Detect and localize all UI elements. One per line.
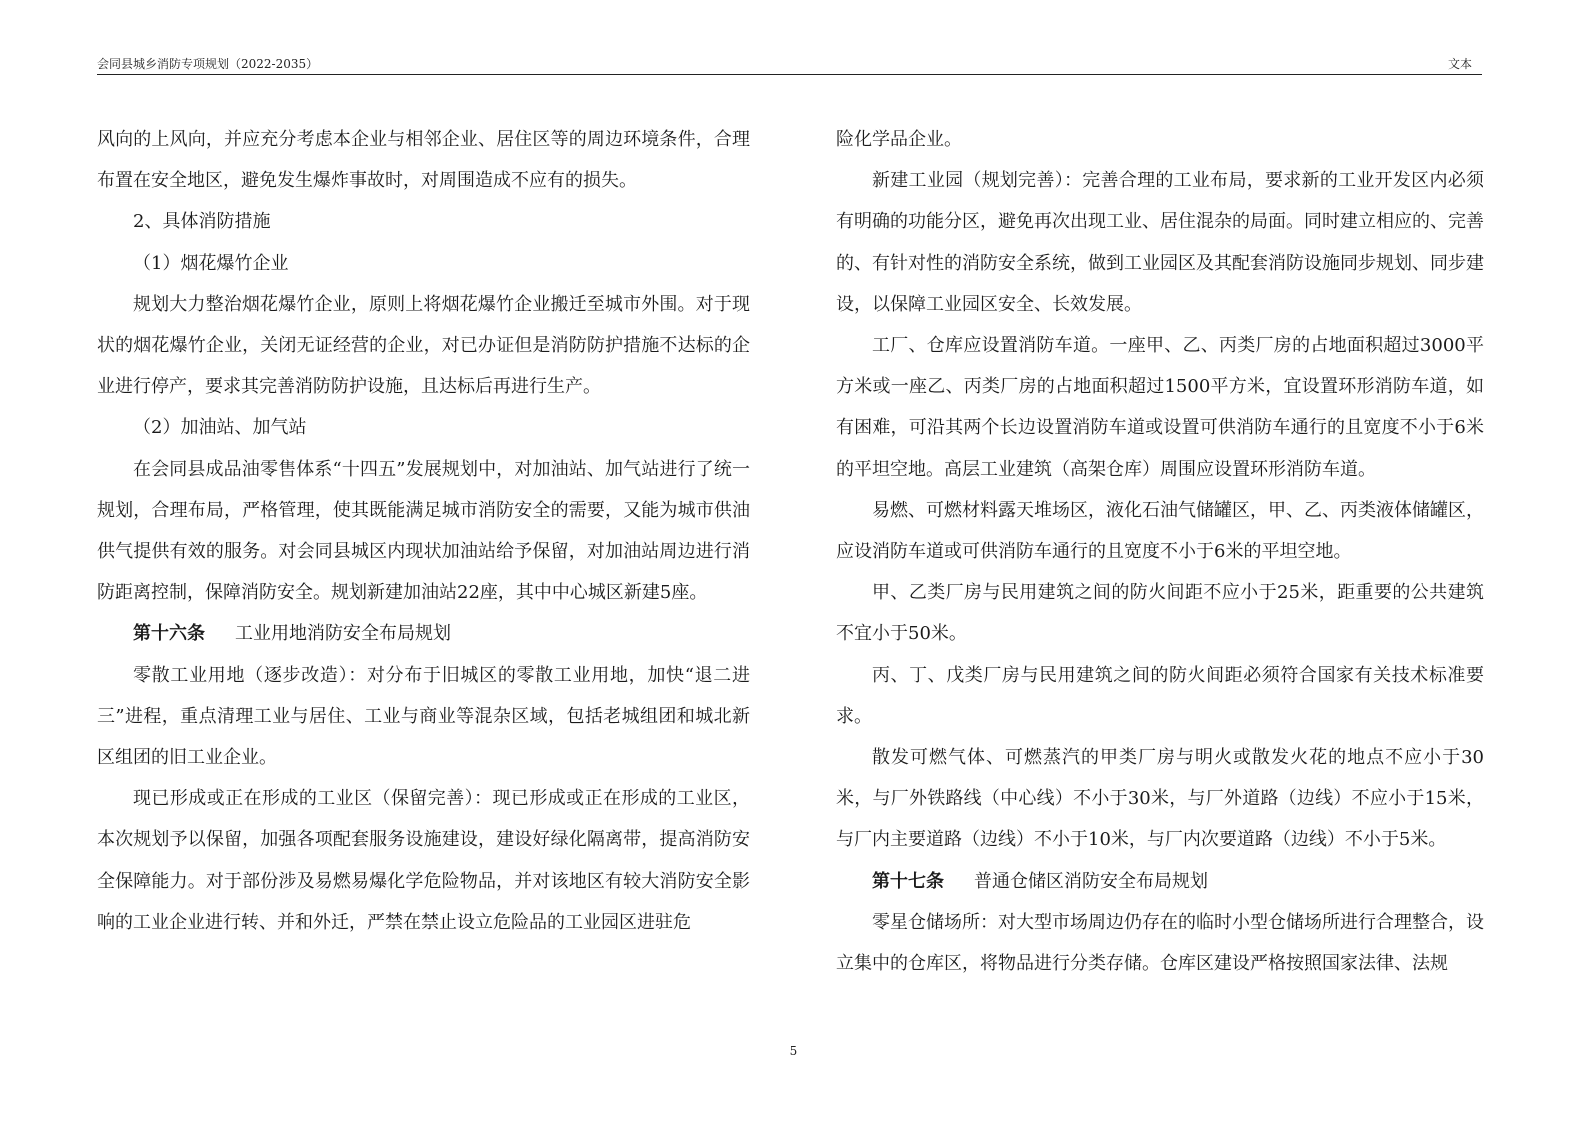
document-type-label: 文本 xyxy=(1447,57,1472,71)
right-column xyxy=(836,119,1484,984)
paragraph-scattered-industrial: 零散工业用地（逐步改造）：对分布于旧城区的零散工业用地，加快“退二进三”进程，重点清理工业与居住、工业与商业等混杂区域，包括老城组团和城北新区组团的旧工业企业。 xyxy=(97,664,750,769)
article-16-title: 工业用地消防安全布局规划 xyxy=(235,623,451,645)
article-17-number: 第十七条 xyxy=(872,870,944,892)
paragraph-class-ab-distance: 甲、乙类厂房与民用建筑之间的防火间距不应小于25米，距重要的公共建筑不宜小于50米。 xyxy=(836,582,1484,645)
document-title: 会同县城乡消防专项规划（2022-2035） xyxy=(97,57,319,71)
paragraph-storage-yards: 易燃、可燃材料露天堆场区，液化石油气储罐区，甲、乙、丙类液体储罐区，应设消防车道或可供消防车通行的且宽度不小于6米的平坦空地。 xyxy=(836,499,1484,563)
paragraph-small-storage: 零星仓储场所：对大型市场周边仍存在的临时小型仓储场所进行合理整合，设立集中的仓库区，将物品进行分类存储。仓库区建设严格按照国家法律、法规 xyxy=(836,911,1484,975)
page-number: 5 xyxy=(789,1044,798,1058)
paragraph-gas-stations: 在会同县成品油零售体系“十四五”发展规划中，对加油站、加气站进行了统一规划，合理布局，严格管理，使其既能满足城市消防安全的需要，又能为城市供油供气提供有效的服务。对会同县城区内现状加油站给予保留，对加油站周边进行消防距离控制，保障消防安全。规划新建加油站22座，其中中心城区新建5座。 xyxy=(97,458,750,604)
article-16-number: 第十六条 xyxy=(133,623,205,645)
paragraph-fire-lanes: 工厂、仓库应设置消防车道。一座甲、乙、丙类厂房的占地面积超过3000平方米或一座乙、丙类厂房的占地面积超过1500平方米，宜设置环形消防车道，如有困难，可沿其两个长边设置消防车道或设置可供消防车通行的且宽度不小于6米的平坦空地。高层工业建筑（高架仓库）周围应设置环形消防车道。 xyxy=(836,335,1484,480)
paragraph-existing-industrial: 现已形成或正在形成的工业区（保留完善）：现已形成或正在形成的工业区，本次规划予以保留，加强各项配套服务设施建设，建设好绿化隔离带，提高消防安全保障能力。对于部份涉及易燃易爆化学危险物品，并对该地区有较大消防安全影响的工业企业进行转、并和外迁，严禁在禁止设立危险品的工业园区进驻危 xyxy=(97,788,750,933)
article-16-heading xyxy=(97,613,750,654)
paragraph-continuation-right: 险化学品企业。 xyxy=(836,129,962,150)
paragraph-vapor-distance: 散发可燃气体、可燃蒸汽的甲类厂房与明火或散发火花的地点不应小于30米，与厂外铁路线（中心线）不小于30米，与厂外道路（边线）不应小于15米，与厂内主要道路（边线）不小于10米，与厂内次要道路（边线）不小于5米。 xyxy=(836,747,1484,851)
section-heading-measures: 2、具体消防措施 xyxy=(133,211,271,233)
paragraph-class-cd-distance: 丙、丁、戊类厂房与民用建筑之间的防火间距必须符合国家有关技术标准要求。 xyxy=(836,664,1484,727)
subheading-gas-stations: （2）加油站、加气站 xyxy=(133,417,307,439)
article-17-title: 普通仓储区消防安全布局规划 xyxy=(974,870,1208,892)
page-header xyxy=(97,54,1482,75)
left-column xyxy=(97,119,750,943)
subheading-fireworks: （1）烟花爆竹企业 xyxy=(133,252,289,274)
paragraph-new-industrial-park: 新建工业园（规划完善）：完善合理的工业布局，要求新的工业开发区内必须有明确的功能分区，避免再次出现工业、居住混杂的局面。同时建立相应的、完善的、有针对性的消防安全系统，做到工业园区及其配套消防设施同步规划、同步建设，以保障工业园区安全、长效发展。 xyxy=(836,170,1484,315)
paragraph-continuation: 风向的上风向，并应充分考虑本企业与相邻企业、居住区等的周边环境条件，合理布置在安全地区，避免发生爆炸事故时，对周围造成不应有的损失。 xyxy=(97,129,750,192)
paragraph-fireworks: 规划大力整治烟花爆竹企业，原则上将烟花爆竹企业搬迁至城市外围。对于现状的烟花爆竹企业，关闭无证经营的企业，对已办证但是消防防护措施不达标的企业进行停产，要求其完善消防防护设施，且达标后再进行生产。 xyxy=(97,293,750,398)
article-17-heading xyxy=(836,861,1484,902)
